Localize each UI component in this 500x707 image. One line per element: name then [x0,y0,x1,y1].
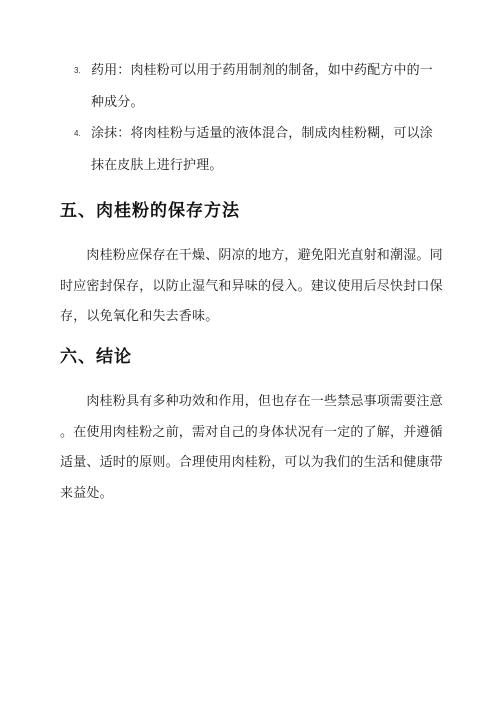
list-item-3 [74,55,444,119]
list-item-4 [74,118,444,182]
paragraph-line: 肉桂粉应保存在干燥、阴凉的地方，避免阳光直射和潮湿。同 [60,248,443,263]
paragraph-storage [60,241,445,333]
paragraph-line: 肉桂粉具有多种功效和作用，但也存在一些禁忌事项需要注意 [60,394,443,409]
paragraph-conclusion [60,387,445,509]
list-item-text-line: 种成分。 [91,95,144,110]
list-item-text-line: 抹在皮肤上进行护理。 [91,158,223,173]
list-number: 4. [74,129,81,138]
paragraph-line: 存，以免氧化和失去香味。 [60,309,219,324]
list-number: 3. [74,66,81,75]
paragraph-line: 时应密封保存，以防止湿气和异味的侵入。建议使用后尽快封口保 [60,278,443,294]
list-item-text-line: 药用：肉桂粉可以用于药用制剂的制备，如中药配方中的一 [91,63,433,78]
paragraph-line: 来益处。 [60,485,113,501]
section-heading-storage: 五、肉桂粉的保存方法 [60,201,240,221]
paragraph-line: 。在使用肉桂粉之前，需对自己的身体状况有一定的了解，并遵循 [60,424,443,440]
paragraph-line: 适量、适时的原则。合理使用肉桂粉，可以为我们的生活和健康带 [60,455,443,470]
section-heading-conclusion: 六、结论 [60,347,132,367]
list-item-text-line: 涂抹：将肉桂粉与适量的液体混合，制成肉桂粉糊，可以涂 [91,126,433,141]
